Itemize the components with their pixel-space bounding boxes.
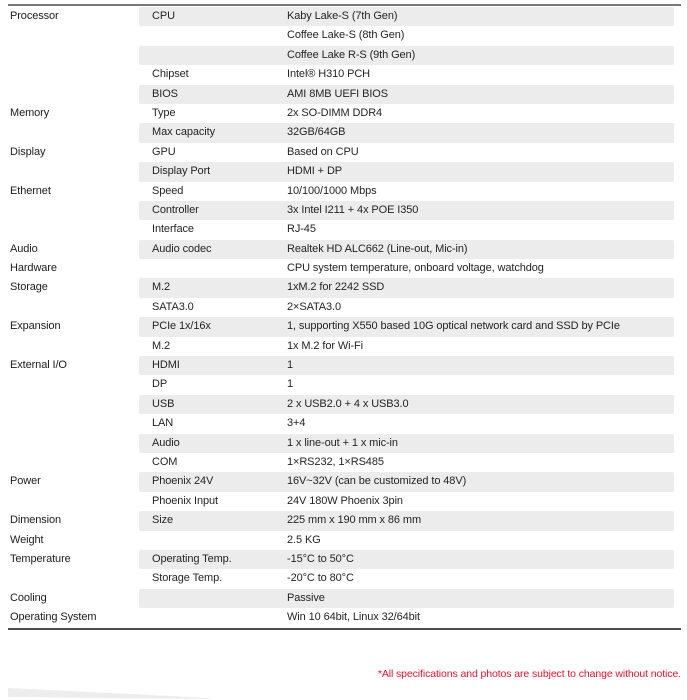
row-label: Size [152,514,173,527]
row-label [139,589,287,608]
row-category [8,123,139,142]
row-stripe-area [139,356,674,375]
row-stripe-area [139,201,674,220]
row-stripe-area [139,492,674,511]
row-category [8,337,139,356]
row-label [139,608,287,627]
table-row [8,259,681,278]
row-stripe-area [139,531,674,550]
row-category: Display [10,145,46,158]
row-stripe-area [139,317,674,336]
row-value: 1 [287,378,294,391]
row-stripe-area [139,182,674,201]
table-row [8,337,681,356]
row-category: Audio [10,242,38,255]
row-stripe-area [139,220,674,239]
row-value: 3x Intel I211 + 4x POE I350 [287,203,419,216]
row-value: 1 [287,359,294,372]
row-category: Dimension [10,514,62,527]
row-category: Expansion [10,320,61,333]
row-stripe-area [139,46,674,65]
row-stripe-area [139,453,674,472]
row-label: DP [152,378,168,391]
spec-table-rows [8,6,681,628]
row-label: Max capacity [152,126,215,139]
row-category: Storage [10,281,48,294]
row-label: GPU [152,145,176,158]
row-value: 2×SATA3.0 [287,300,342,313]
row-category: Cooling [10,591,47,604]
table-row [8,240,681,259]
row-stripe-area [139,278,674,297]
row-stripe-area [139,569,674,588]
row-value: 3+4 [287,417,306,430]
row-stripe-area [139,162,674,181]
row-category [8,453,139,472]
row-value: 2.5 KG [287,533,321,546]
row-category [8,201,139,220]
row-value: -20°C to 80°C [287,572,354,585]
row-value: 1×RS232, 1×RS485 [287,455,384,468]
row-label: Controller [152,203,199,216]
table-row [8,85,681,104]
table-row [8,104,681,123]
row-stripe-area [139,511,674,530]
row-value: 1 x line-out + 1 x mic-in [287,436,398,449]
table-row [8,414,681,433]
table-row [8,143,681,162]
row-value: Based on CPU [287,145,359,158]
row-stripe-area [139,85,674,104]
row-value: 2x SO-DIMM DDR4 [287,106,383,119]
row-category [8,492,139,511]
row-value: Kaby Lake-S (7th Gen) [287,10,398,22]
row-label: Display Port [152,165,211,178]
row-stripe-area [139,337,674,356]
row-category: Temperature [10,552,71,565]
table-row [8,182,681,201]
row-category [8,395,139,414]
table-row [8,511,681,530]
row-category: Processor [10,10,59,22]
row-label: CPU [152,10,175,22]
row-category [8,162,139,181]
row-value: Coffee Lake-S (8th Gen) [287,29,405,42]
row-label: Operating Temp. [152,552,232,565]
table-row [8,123,681,142]
row-label: HDMI [152,359,180,372]
row-category: External I/O [10,359,67,372]
row-stripe-area [139,240,674,259]
table-row [8,492,681,511]
row-stripe-area [139,414,674,433]
row-label: USB [152,397,175,410]
row-value: 1xM.2 for 2242 SSD [287,281,385,294]
row-stripe-area [139,259,674,278]
row-category [8,220,139,239]
row-label: Type [152,106,176,119]
table-row [8,375,681,394]
row-stripe-area [139,375,674,394]
row-stripe-area [139,608,674,627]
row-label: Speed [152,184,184,197]
row-value: 2 x USB2.0 + 4 x USB3.0 [287,397,409,410]
row-category: Memory [10,106,50,119]
row-stripe-area [139,26,674,45]
row-category: Hardware [10,262,57,275]
row-stripe-area [139,434,674,453]
row-value: Coffee Lake R-S (9th Gen) [287,48,416,61]
row-category [8,569,139,588]
row-category [8,434,139,453]
table-row [8,434,681,453]
table-row [8,472,681,491]
table-row [8,453,681,472]
row-category [8,46,139,65]
table-row [8,569,681,588]
table-row [8,46,681,65]
table-row [8,608,681,627]
row-value: 32GB/64GB [287,126,346,139]
row-label: LAN [152,417,174,430]
row-category [8,65,139,84]
row-category: Operating System [10,611,97,624]
row-category [8,298,139,317]
row-label: SATA3.0 [152,300,194,313]
row-label: Chipset [152,68,189,81]
table-row [8,162,681,181]
corner-swoosh-decoration [8,686,210,699]
row-label: BIOS [152,87,178,100]
row-label: PCIe 1x/16x [152,320,211,333]
row-stripe-area [139,472,674,491]
row-label: M.2 [152,281,171,294]
row-value: Realtek HD ALC662 (Line-out, Mic-in) [287,242,468,255]
row-value: 225 mm x 190 mm x 86 mm [287,514,422,527]
footnote-disclaimer: *All specifications and photos are subject to change without notice. [377,668,681,680]
row-value: 1, supporting X550 based 10G optical network card and SSD by PCIe [287,320,620,333]
row-label: Audio [152,436,180,449]
row-value: -15°C to 50°C [287,552,354,565]
specification-table [8,4,681,630]
table-row [8,589,681,608]
row-category: Weight [10,533,44,546]
row-stripe-area [139,298,674,317]
row-stripe-area [139,550,674,569]
row-label [139,46,287,65]
row-value: 16V~32V (can be customized to 48V) [287,475,467,488]
row-stripe-area [139,65,674,84]
row-label: Phoenix Input [152,494,218,507]
row-stripe-area [139,589,674,608]
row-label: Audio codec [152,242,212,255]
row-value: Win 10 64bit, Linux 32/64bit [287,611,420,624]
row-category [8,375,139,394]
row-label: Interface [152,223,194,236]
row-label: M.2 [152,339,171,352]
table-row [8,356,681,375]
row-category [8,85,139,104]
row-category: Power [10,475,41,488]
row-value: 10/100/1000 Mbps [287,184,377,197]
table-row [8,278,681,297]
table-row [8,26,681,45]
row-value: CPU system temperature, onboard voltage, watchdog [287,262,544,275]
table-row [8,65,681,84]
row-stripe-area [139,7,674,26]
table-row [8,317,681,336]
table-row [8,395,681,414]
table-row [8,201,681,220]
row-label [139,26,287,45]
row-value: Intel® H310 PCH [287,68,371,81]
row-label: Phoenix 24V [152,475,214,488]
row-category [8,26,139,45]
row-label [139,259,287,278]
row-label: Storage Temp. [152,572,223,585]
row-value: HDMI + DP [287,165,343,178]
row-stripe-area [139,143,674,162]
row-label: COM [152,455,178,468]
table-row [8,298,681,317]
row-label [139,531,287,550]
row-value: 24V 180W Phoenix 3pin [287,494,403,507]
row-value: 1x M.2 for Wi-Fi [287,339,364,352]
row-category: Ethernet [10,184,51,197]
row-value: RJ-45 [287,223,316,236]
row-value: Passive [287,591,325,604]
table-row [8,220,681,239]
table-row [8,550,681,569]
table-row [8,531,681,550]
row-stripe-area [139,395,674,414]
row-value: AMI 8MB UEFI BIOS [287,87,388,100]
row-stripe-area [139,104,674,123]
row-category [8,414,139,433]
table-row [8,7,681,26]
row-stripe-area [139,123,674,142]
